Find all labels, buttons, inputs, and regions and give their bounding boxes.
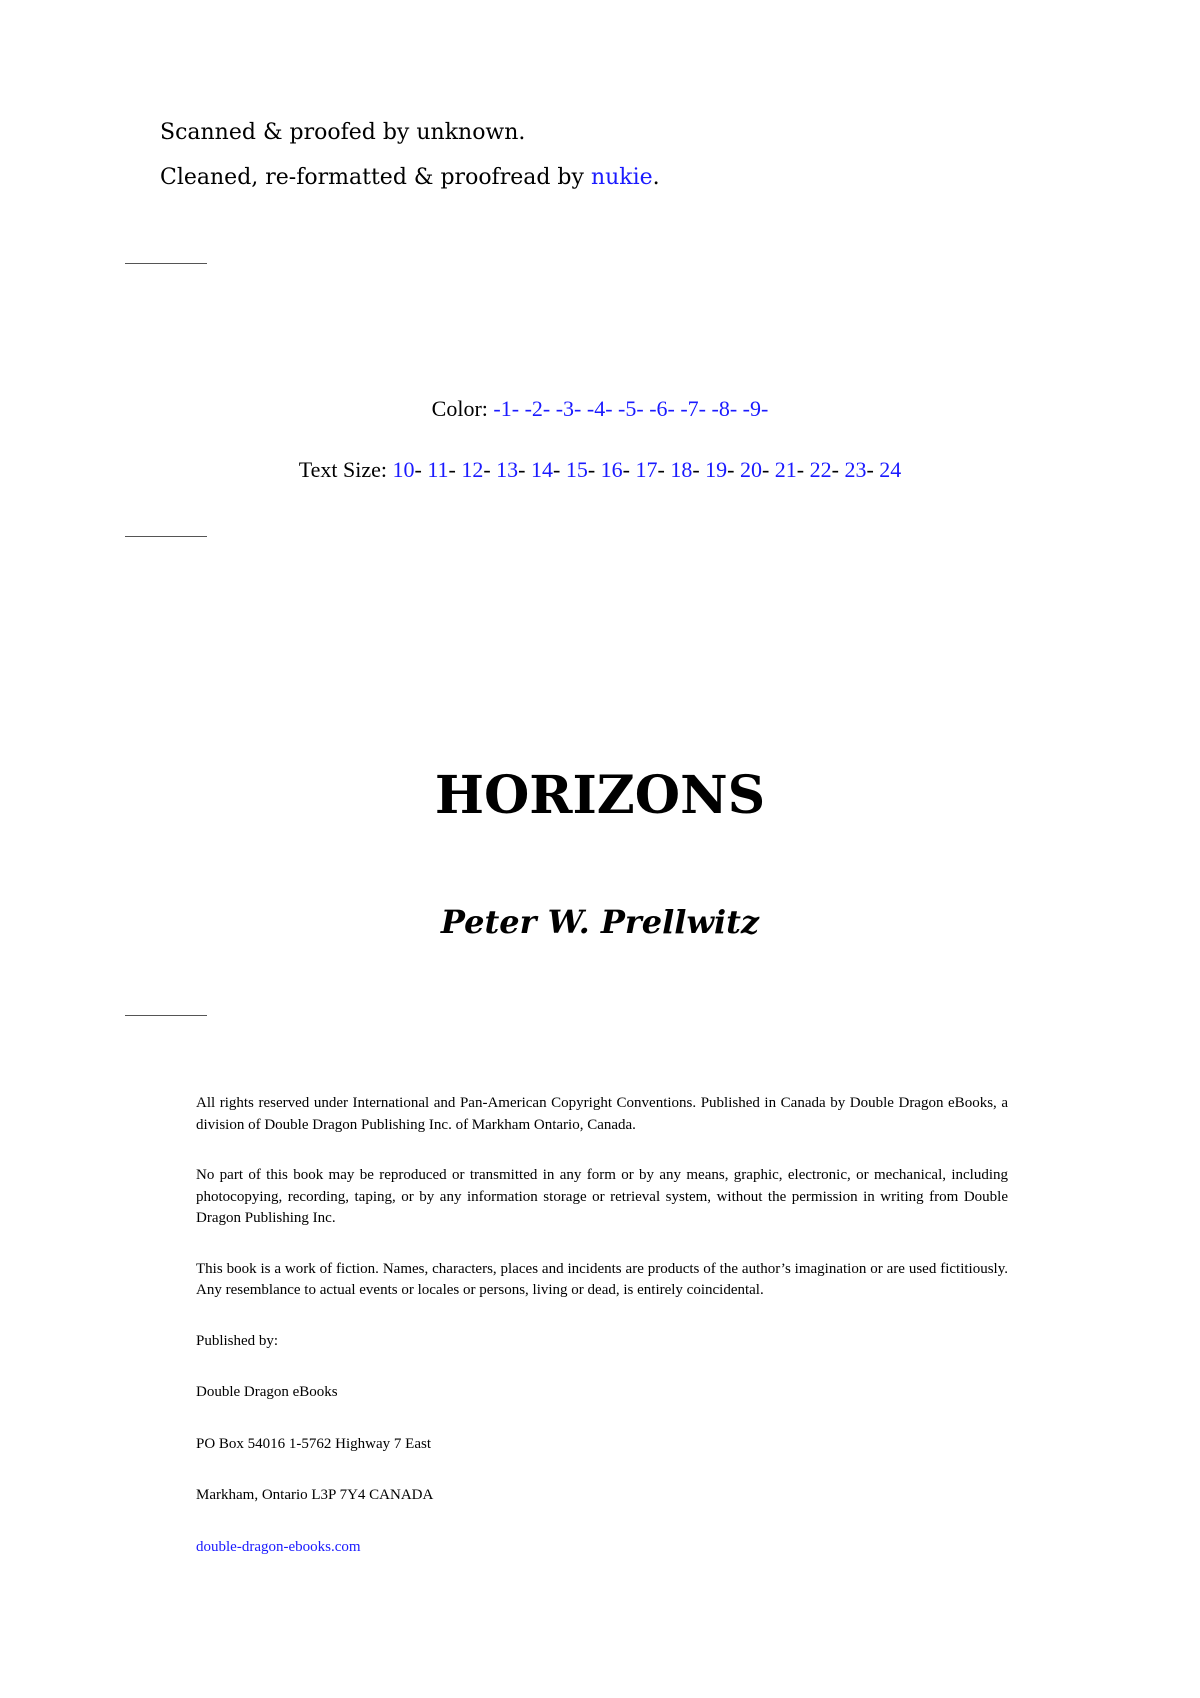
color-label: Color: — [431, 396, 494, 421]
book-author: Peter W. Prellwitz — [440, 903, 760, 941]
copyright-notice: All rights reserved under International and Pan-American Copyright Conventions. Published in Canada by Double Dragon eBooks, a division of Double Dragon Publishing Inc. of Markham Ontario, Canada. — [196, 1095, 1008, 1133]
divider-top — [125, 263, 207, 264]
text-size-option-13[interactable]: 13 — [496, 457, 519, 482]
publisher-address-line1: PO Box 54016 1-5762 Highway 7 East — [196, 1435, 431, 1452]
text-size-label: Text Size: — [298, 457, 393, 482]
publisher-website — [196, 1537, 1008, 1559]
book-title: HORIZONS — [434, 765, 766, 826]
text-size-separator: - — [587, 457, 601, 482]
text-size-option-24[interactable]: 24 — [879, 457, 902, 482]
text-size-separator: - — [761, 457, 775, 482]
text-size-separator: - — [518, 457, 531, 482]
text-size-separator: - — [866, 457, 880, 482]
credits-cleaned-suffix: . — [652, 165, 660, 190]
text-size-separator: - — [727, 457, 740, 482]
color-option-1[interactable]: -1- — [493, 396, 520, 421]
publisher-address-line2: Markham, Ontario L3P 7Y4 CANADA — [196, 1487, 434, 1503]
color-option-2[interactable]: -2- — [524, 396, 551, 421]
text-size-options — [393, 457, 902, 482]
text-size-separator: - — [831, 457, 845, 482]
text-size-separator: - — [796, 457, 810, 482]
text-size-separator: - — [692, 457, 706, 482]
text-size-option-10[interactable]: 10 — [392, 457, 415, 482]
text-size-option-18[interactable]: 18 — [670, 457, 693, 482]
credits-scanned: Scanned & proofed by unknown. — [160, 120, 526, 145]
color-option-5[interactable]: -5- — [618, 396, 644, 421]
color-option-7[interactable]: -7- — [680, 396, 706, 421]
text-size-separator: - — [657, 457, 671, 482]
text-size-option-12[interactable]: 12 — [461, 457, 484, 482]
text-size-option-23[interactable]: 23 — [844, 457, 867, 482]
text-size-separator: - — [553, 457, 566, 482]
color-option-6[interactable]: -6- — [649, 396, 675, 421]
credits-cleaned-prefix: Cleaned, re-formatted & proofread by — [160, 165, 591, 190]
credits-cleaned — [160, 167, 660, 189]
divider-middle — [125, 536, 207, 537]
published-by-label: Published by: — [196, 1332, 279, 1349]
text-size-option-11[interactable]: 11 — [427, 457, 449, 482]
text-size-option-15[interactable]: 15 — [565, 457, 588, 482]
color-option-9[interactable]: -9- — [742, 396, 769, 421]
color-selector — [0, 396, 1200, 422]
text-size-option-22[interactable]: 22 — [809, 457, 832, 482]
legal-block — [196, 1093, 1008, 1588]
divider-bottom — [125, 1015, 207, 1016]
color-option-4[interactable]: -4- — [586, 396, 613, 421]
text-size-separator: - — [622, 457, 636, 482]
text-size-option-16[interactable]: 16 — [600, 457, 623, 482]
text-size-separator: - — [448, 457, 462, 482]
color-option-3[interactable]: -3- — [555, 396, 582, 421]
text-size-option-17[interactable]: 17 — [635, 457, 658, 482]
color-options — [493, 396, 768, 421]
text-size-option-14[interactable]: 14 — [531, 457, 553, 482]
color-option-8[interactable]: -8- — [711, 396, 738, 421]
reproduction-notice: No part of this book may be reproduced or transmitted in any form or by any means, graphic, electronic, or mechanical, including photocopying, recording, taping, or by any information storage or retrieval system, without the permission in writing from Double Dragon Publishing Inc. — [196, 1167, 1008, 1226]
text-size-option-19[interactable]: 19 — [705, 457, 728, 482]
text-size-separator: - — [414, 457, 428, 482]
text-size-option-21[interactable]: 21 — [774, 457, 797, 482]
nukie-link[interactable]: nukie — [590, 165, 653, 190]
credits-block — [160, 122, 660, 212]
publisher-website-link[interactable]: double-dragon-ebooks.com — [196, 1538, 361, 1555]
text-size-option-20[interactable]: 20 — [739, 457, 762, 482]
fiction-notice: This book is a work of fiction. Names, characters, places and incidents are products of the author’s imagination or are used fictitiously. Any resemblance to actual events or locales or persons, living or dead, is entirely coincidental. — [196, 1260, 1008, 1298]
publisher-name: Double Dragon eBooks — [196, 1384, 338, 1400]
text-size-selector — [0, 457, 1200, 483]
text-size-separator: - — [483, 457, 497, 482]
